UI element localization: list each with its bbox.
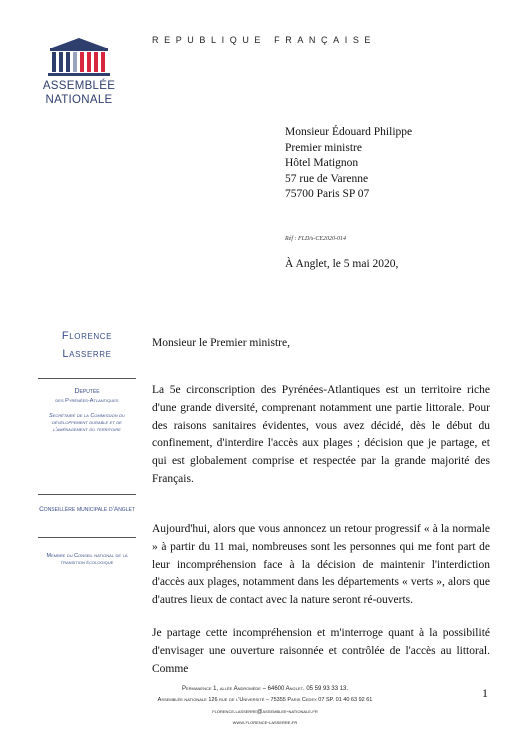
- sender-first-name: Florence: [61, 330, 113, 342]
- footer-assemblee-address: Assemblée nationale 126 rue de l'Université – 75355 Paris Cedex 07 SP. 01 40 63 92 61: [157, 697, 373, 703]
- footer-website[interactable]: www.florence-lasserre.fr: [232, 720, 298, 726]
- recipient-title: Premier ministre: [285, 141, 362, 154]
- recipient-address: [285, 125, 412, 203]
- sender-name: [38, 327, 136, 363]
- hemicycle-emblem-icon: [38, 36, 120, 78]
- paragraph-1: La 5e circonscription des Pyrénées-Atlantiques est un territoire riche d'une grande diversité, comprenant notamment une partie littorale. Pour des raisons sanitaires évidentes, vous avez décidé, dès le début du confinement, d'interdire l'accès aux plages ; décision que je partage, et qui est globalement comprise et respectée par la grande majorité des Français.: [152, 384, 490, 485]
- sidebar-municipal-role: Conseillère municipale d'Anglet: [39, 506, 135, 513]
- sidebar-divider: [38, 494, 136, 495]
- recipient-city: 75700 Paris SP 07: [285, 188, 370, 201]
- paragraph-3: Je partage cette incompréhension et m'interroge quant à la possibilité d'envisager une ouverture raisonnée et contrôlée de l'accès au littoral. Comme: [152, 627, 490, 675]
- sidebar-commission-role: Secrétaire de la Commission du développement durable et de l'aménagement du territoire: [49, 413, 125, 433]
- sidebar-divider: [38, 378, 136, 379]
- sidebar-role-block: [38, 388, 136, 434]
- logo-text-line1: ASSEMBLÉE: [42, 80, 116, 92]
- logo-text-line2: NATIONALE: [45, 94, 113, 106]
- sidebar-council-block: [38, 553, 136, 567]
- recipient-street: 57 rue de Varenne: [285, 172, 369, 185]
- recipient-name: Monsieur Édouard Philippe: [285, 126, 413, 138]
- sidebar-council-role: Membre du Conseil national de la transition écologique: [46, 553, 128, 566]
- assemblee-nationale-logo: [38, 36, 120, 114]
- footer-email[interactable]: florence.lasserre@assemblee-nationale.fr: [212, 709, 318, 715]
- reference-number: Réf : FLD/s-CE2020-014: [285, 236, 346, 242]
- footer-permanence: Permanence 1, allée Andromède – 64600 Anglet. 05 59 93 33 13.: [181, 686, 349, 692]
- salutation: Monsieur le Premier ministre,: [152, 337, 290, 349]
- paragraph-2: Aujourd'hui, alors que vous annoncez un retour progressif « à la normale » à partir du 11 mai, nombreuses sont les personnes qui me font part de leur incompréhension face à la décision de maintenir l'interdiction d'accès aux plages, notamment dans les départements « verts », alors que d'autres lieux de contact avec la nature seront ré-ouverts.: [152, 523, 490, 607]
- sidebar-title-deputy: Deputée: [74, 388, 100, 395]
- sender-last-name: Lasserre: [62, 348, 112, 360]
- sidebar-divider: [38, 537, 136, 538]
- sidebar-title-deputy-sub: des Pyrénées-Atlantiques: [55, 398, 119, 404]
- sidebar-municipal-block: [38, 506, 136, 514]
- date-line: À Anglet, le 5 mai 2020,: [285, 258, 399, 270]
- recipient-building: Hôtel Matignon: [285, 157, 359, 170]
- republique-francaise-heading: REPUBLIQUE FRANÇAISE: [152, 35, 377, 45]
- page-number: 1: [482, 686, 488, 700]
